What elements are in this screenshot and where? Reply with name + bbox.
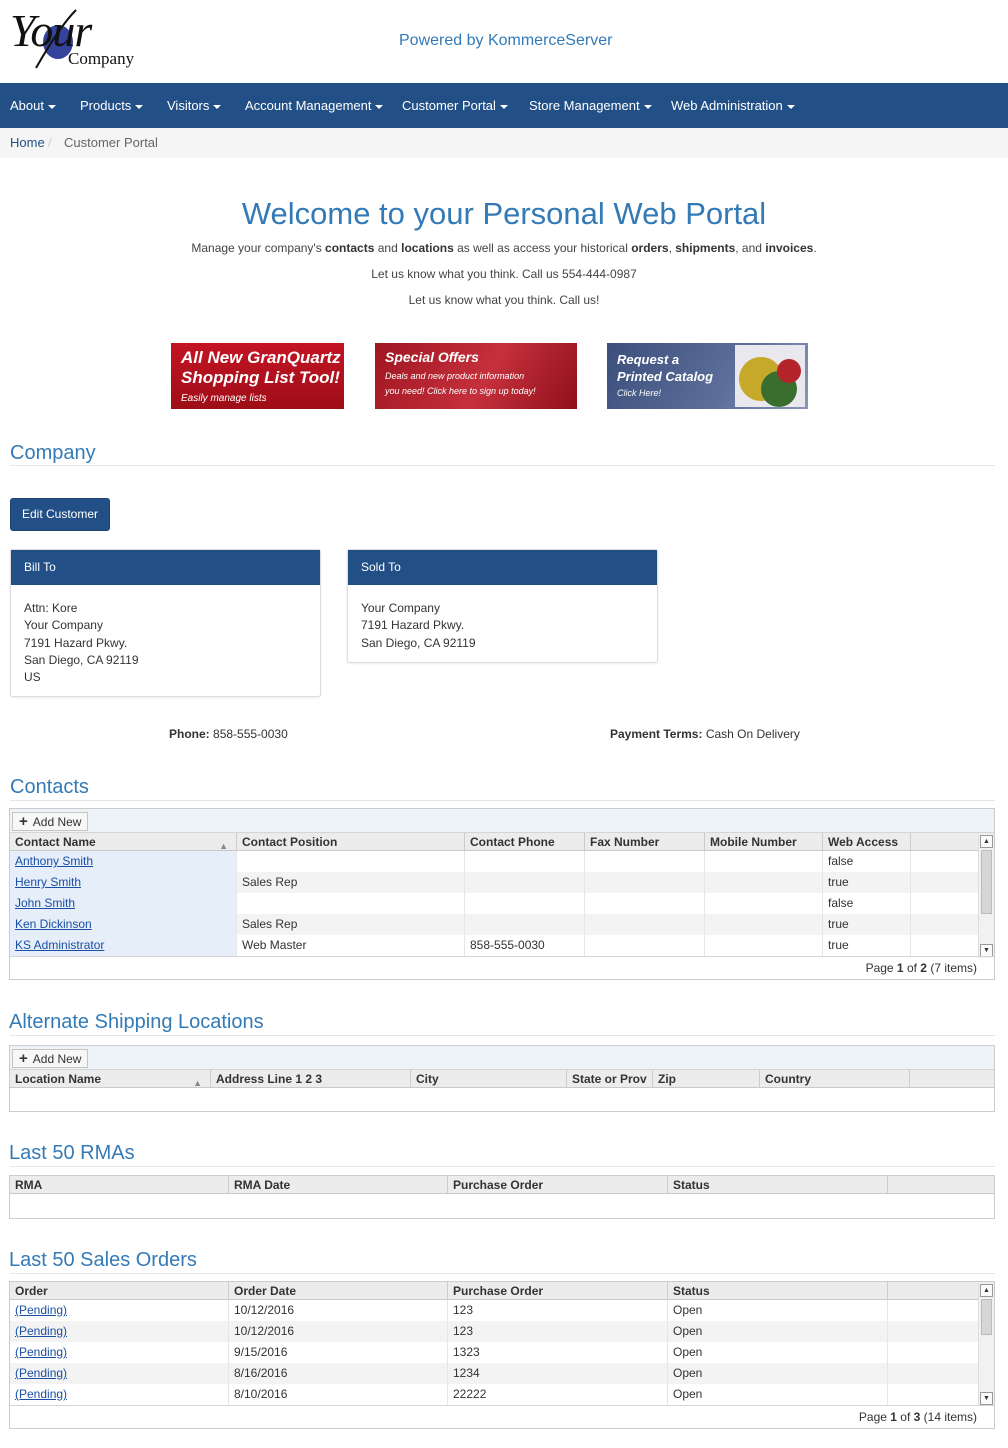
purchase-order-cell: 1323 [448, 1342, 668, 1363]
company-logo[interactable] [8, 6, 148, 72]
contact-name-cell [10, 872, 237, 893]
banner-headline: Shopping List Tool! [181, 368, 340, 387]
mobile-number-cell [705, 914, 823, 935]
pager-text: of [896, 1410, 914, 1424]
pager-items: (7 items) [926, 961, 977, 975]
pager-total: 2 [920, 961, 927, 975]
mobile-number-cell [705, 893, 823, 914]
shipping-grid [9, 1045, 995, 1112]
mobile-number-cell [705, 872, 823, 893]
col-fax-number[interactable]: Fax Number [585, 833, 705, 851]
fax-number-cell [585, 851, 705, 872]
address-line: US [24, 670, 41, 685]
table-row [10, 935, 978, 956]
sold-to-title: Sold To [348, 550, 657, 585]
col-rma[interactable]: RMA [10, 1176, 229, 1194]
bill-to-panel [10, 549, 321, 697]
grid-header [10, 1070, 994, 1088]
fax-number-cell [585, 935, 705, 956]
contact-name-cell [10, 935, 237, 956]
pager-items: (14 items) [920, 1410, 977, 1424]
fax-number-cell [585, 893, 705, 914]
intro-text: , and [735, 241, 766, 255]
order-cell [10, 1321, 229, 1342]
order-cell-link[interactable]: (Pending) [15, 1303, 68, 1317]
breadcrumb [0, 128, 1008, 158]
intro-line-3: Let us know what you think. Call us! [408, 293, 600, 307]
order-date-cell: 8/16/2016 [229, 1363, 448, 1384]
col-order[interactable]: Order [10, 1282, 229, 1300]
order-cell [10, 1342, 229, 1363]
col-rma-date[interactable]: RMA Date [229, 1176, 448, 1194]
divider [10, 1166, 995, 1167]
col-contact-name[interactable] [10, 833, 237, 851]
contact-name-cell [10, 851, 237, 872]
web-access-cell: true [823, 914, 911, 935]
pager-text: Page [865, 961, 897, 975]
col-mobile-number[interactable]: Mobile Number [705, 833, 823, 851]
bill-to-title: Bill To [11, 550, 320, 585]
col-purchase-order[interactable]: Purchase Order [448, 1282, 668, 1300]
caret-down-icon [644, 105, 652, 109]
powered-by-text: Powered by KommerceServer [399, 32, 613, 49]
intro-line-2: Let us know what you think. Call us 554-444-0987 [371, 267, 637, 281]
table-row [10, 872, 978, 893]
contacts-grid [9, 808, 995, 980]
caret-down-icon [213, 105, 221, 109]
main-navbar [0, 83, 1008, 128]
order-cell-link[interactable]: (Pending) [15, 1366, 68, 1380]
status-cell: Open [668, 1363, 888, 1384]
phone-field [169, 727, 288, 741]
col-city[interactable]: City [411, 1070, 567, 1088]
phone-label: Phone: [169, 727, 210, 741]
order-cell-link[interactable]: (Pending) [15, 1387, 68, 1401]
address-line: 7191 Hazard Pkwy. [24, 635, 128, 650]
order-cell-link[interactable]: (Pending) [15, 1324, 68, 1338]
grid-body [10, 1300, 994, 1405]
mobile-number-cell [705, 851, 823, 872]
site-header [0, 0, 1008, 83]
orders-heading: Last 50 Sales Orders [9, 1249, 197, 1271]
caret-down-icon [500, 105, 508, 109]
shipping-heading: Alternate Shipping Locations [9, 1011, 264, 1033]
status-cell: Open [668, 1321, 888, 1342]
pager-page: 1 [896, 961, 904, 975]
scroll-up-icon[interactable]: ▲ [980, 1284, 993, 1297]
status-cell: Open [668, 1384, 888, 1405]
scroll-up-icon[interactable]: ▲ [980, 835, 993, 848]
table-row [10, 1321, 978, 1342]
scroll-thumb[interactable] [981, 1299, 992, 1335]
pager-text: of [903, 961, 921, 975]
shopping-list-banner[interactable] [171, 343, 344, 409]
bill-to-address [11, 585, 320, 701]
divider [10, 465, 995, 466]
order-cell [10, 1363, 229, 1384]
intro-keyword: locations [401, 241, 454, 255]
address-line: San Diego, CA 92119 [361, 635, 476, 650]
banner-subtext: Deals and new product information [385, 371, 525, 381]
purchase-order-cell: 123 [448, 1321, 668, 1342]
contact-phone-cell: 858-555-0030 [465, 935, 585, 956]
col-state[interactable]: State or Prov [567, 1070, 653, 1088]
sold-to-address [348, 585, 657, 667]
order-cell-link[interactable]: (Pending) [15, 1345, 68, 1359]
col-location-name[interactable] [10, 1070, 211, 1088]
nav-store-management[interactable] [529, 83, 652, 128]
contact-position-cell [237, 893, 465, 914]
edit-customer-button[interactable]: Edit Customer [10, 498, 110, 531]
special-offers-banner[interactable] [375, 343, 577, 409]
orders-pager [10, 1405, 994, 1427]
banner-headline: Printed Catalog [617, 369, 714, 384]
address-line: San Diego, CA 92119 [24, 652, 139, 667]
scroll-down-icon[interactable]: ▼ [980, 944, 993, 957]
col-country[interactable]: Country [760, 1070, 910, 1088]
add-location-button[interactable] [12, 1049, 88, 1068]
table-row [10, 851, 978, 872]
fax-number-cell [585, 872, 705, 893]
orders-scrollbar[interactable] [978, 1283, 994, 1406]
col-purchase-order[interactable]: Purchase Order [448, 1176, 668, 1194]
contact-name-cell [10, 893, 237, 914]
nav-label: Store Management [529, 98, 640, 113]
divider [10, 1035, 995, 1036]
contact-position-cell: Web Master [237, 935, 465, 956]
web-access-cell: false [823, 893, 911, 914]
order-date-cell: 10/12/2016 [229, 1300, 448, 1321]
purchase-order-cell: 123 [448, 1300, 668, 1321]
company-heading: Company [10, 442, 96, 464]
sort-asc-icon: ▲ [219, 841, 228, 851]
orders-grid [9, 1281, 995, 1429]
address-line: 7191 Hazard Pkwy. [361, 618, 465, 633]
nav-label: Visitors [167, 98, 210, 113]
intro-keyword: shipments [675, 241, 736, 255]
plus-icon: + [19, 1050, 28, 1067]
breadcrumb-separator: / [48, 135, 52, 150]
nav-account-management[interactable] [245, 83, 383, 128]
banner-subtext: Easily manage lists [181, 393, 267, 404]
payment-terms-field [610, 727, 800, 741]
order-cell [10, 1300, 229, 1321]
address-line: Your Company [361, 601, 440, 615]
scroll-down-icon[interactable]: ▼ [980, 1392, 993, 1405]
col-status[interactable]: Status [668, 1176, 888, 1194]
contacts-scrollbar[interactable] [978, 834, 994, 958]
contact-name-cell [10, 914, 237, 935]
table-row [10, 1342, 978, 1363]
divider [10, 800, 995, 801]
nav-customer-portal[interactable] [402, 83, 508, 128]
caret-down-icon [375, 105, 383, 109]
col-address-line[interactable]: Address Line 1 2 3 [211, 1070, 411, 1088]
web-access-cell: true [823, 872, 911, 893]
intro-text: , [668, 241, 676, 255]
column-label: Location Name [15, 1072, 102, 1086]
pager-page: 1 [890, 1410, 897, 1424]
contacts-pager [10, 956, 994, 978]
caret-down-icon [787, 105, 795, 109]
address-line: Your Company [24, 618, 103, 633]
intro-keyword: invoices [765, 241, 814, 255]
table-row [10, 1363, 978, 1384]
rmas-grid [9, 1175, 995, 1219]
divider [10, 1273, 995, 1274]
grid-toolbar [10, 809, 994, 833]
intro-line-1 [0, 241, 1008, 255]
payment-terms-value: Cash On Delivery [705, 727, 800, 741]
payment-terms-label: Payment Terms: [610, 727, 703, 741]
purchase-order-cell: 22222 [448, 1384, 668, 1405]
contact-position-cell: Sales Rep [237, 914, 465, 935]
scroll-thumb[interactable] [981, 850, 992, 914]
catalog-cover-icon [729, 345, 807, 407]
contact-name-cell-link[interactable]: John Smith [15, 896, 76, 910]
contact-name-cell-link[interactable]: Ken Dickinson [15, 917, 92, 931]
col-order-date[interactable]: Order Date [229, 1282, 448, 1300]
contact-position-cell: Sales Rep [237, 872, 465, 893]
contact-position-cell [237, 851, 465, 872]
banner-subtext: you need! Click here to sign up today! [385, 386, 536, 396]
status-cell: Open [668, 1342, 888, 1363]
nav-about[interactable] [10, 83, 56, 128]
contact-name-cell-link[interactable]: KS Administrator [15, 938, 105, 952]
web-access-cell: true [823, 935, 911, 956]
intro-keyword: contacts [325, 241, 375, 255]
column-label: Contact Name [15, 835, 96, 849]
order-date-cell: 8/10/2016 [229, 1384, 448, 1405]
sort-asc-icon: ▲ [193, 1078, 202, 1088]
col-zip[interactable]: Zip [653, 1070, 760, 1088]
caret-down-icon [48, 105, 56, 109]
web-access-cell: false [823, 851, 911, 872]
printed-catalog-banner[interactable] [607, 343, 808, 409]
contact-name-cell-link[interactable]: Anthony Smith [15, 854, 94, 868]
logo-company-text: Company [68, 49, 135, 68]
contact-phone-cell [465, 893, 585, 914]
grid-header [10, 1176, 994, 1194]
banner-headline: All New GranQuartz [181, 348, 341, 367]
table-row [10, 1300, 978, 1321]
breadcrumb-current: Customer Portal [64, 135, 158, 150]
nav-visitors[interactable] [167, 83, 221, 128]
banner-headline: Request a [617, 352, 680, 367]
col-contact-position[interactable]: Contact Position [237, 833, 465, 851]
intro-text: and [374, 241, 402, 255]
intro-text: as well as access your historical [453, 241, 632, 255]
fax-number-cell [585, 914, 705, 935]
banner-subtext: Click Here! [617, 388, 662, 398]
nav-label: Products [80, 98, 132, 113]
phone-value: 858-555-0030 [213, 727, 288, 741]
contact-phone-cell [465, 872, 585, 893]
grid-header [10, 1282, 994, 1300]
address-line: Attn: Kore [24, 601, 78, 615]
grid-body [10, 851, 994, 956]
grid-toolbar [10, 1046, 994, 1070]
nav-label: About [10, 98, 44, 113]
col-contact-phone[interactable]: Contact Phone [465, 833, 585, 851]
contact-name-cell-link[interactable]: Henry Smith [15, 875, 82, 889]
sold-to-panel [347, 549, 658, 663]
logo-your-text: Your [10, 5, 92, 56]
contacts-heading: Contacts [10, 776, 89, 798]
col-status[interactable]: Status [668, 1282, 888, 1300]
caret-down-icon [135, 105, 143, 109]
add-new-label: Add New [32, 1052, 82, 1066]
intro-keyword: orders [631, 241, 669, 255]
pager-total: 3 [913, 1410, 921, 1424]
grid-header [10, 833, 994, 851]
breadcrumb-home[interactable]: Home [10, 135, 45, 150]
contact-phone-cell [465, 851, 585, 872]
table-row [10, 914, 978, 935]
status-cell: Open [668, 1300, 888, 1321]
order-date-cell: 9/15/2016 [229, 1342, 448, 1363]
nav-products[interactable] [80, 83, 143, 128]
purchase-order-cell: 1234 [448, 1363, 668, 1384]
pager-text: Page [858, 1410, 891, 1424]
order-date-cell: 10/12/2016 [229, 1321, 448, 1342]
plus-icon: + [19, 813, 28, 830]
mobile-number-cell [705, 935, 823, 956]
intro-text: . [813, 241, 817, 255]
nav-web-administration[interactable] [671, 83, 795, 128]
rmas-heading: Last 50 RMAs [9, 1142, 135, 1164]
banner-headline: Special Offers [385, 349, 479, 365]
order-cell [10, 1384, 229, 1405]
table-row [10, 893, 978, 914]
page-title: Welcome to your Personal Web Portal [241, 196, 767, 231]
contact-phone-cell [465, 914, 585, 935]
add-contact-button[interactable] [12, 812, 88, 831]
nav-label: Web Administration [671, 98, 783, 113]
nav-label: Account Management [245, 98, 372, 113]
intro-text: Manage your company's [191, 241, 326, 255]
add-new-label: Add New [32, 815, 82, 829]
table-row [10, 1384, 978, 1405]
col-web-access[interactable]: Web Access [823, 833, 911, 851]
nav-label: Customer Portal [402, 98, 496, 113]
